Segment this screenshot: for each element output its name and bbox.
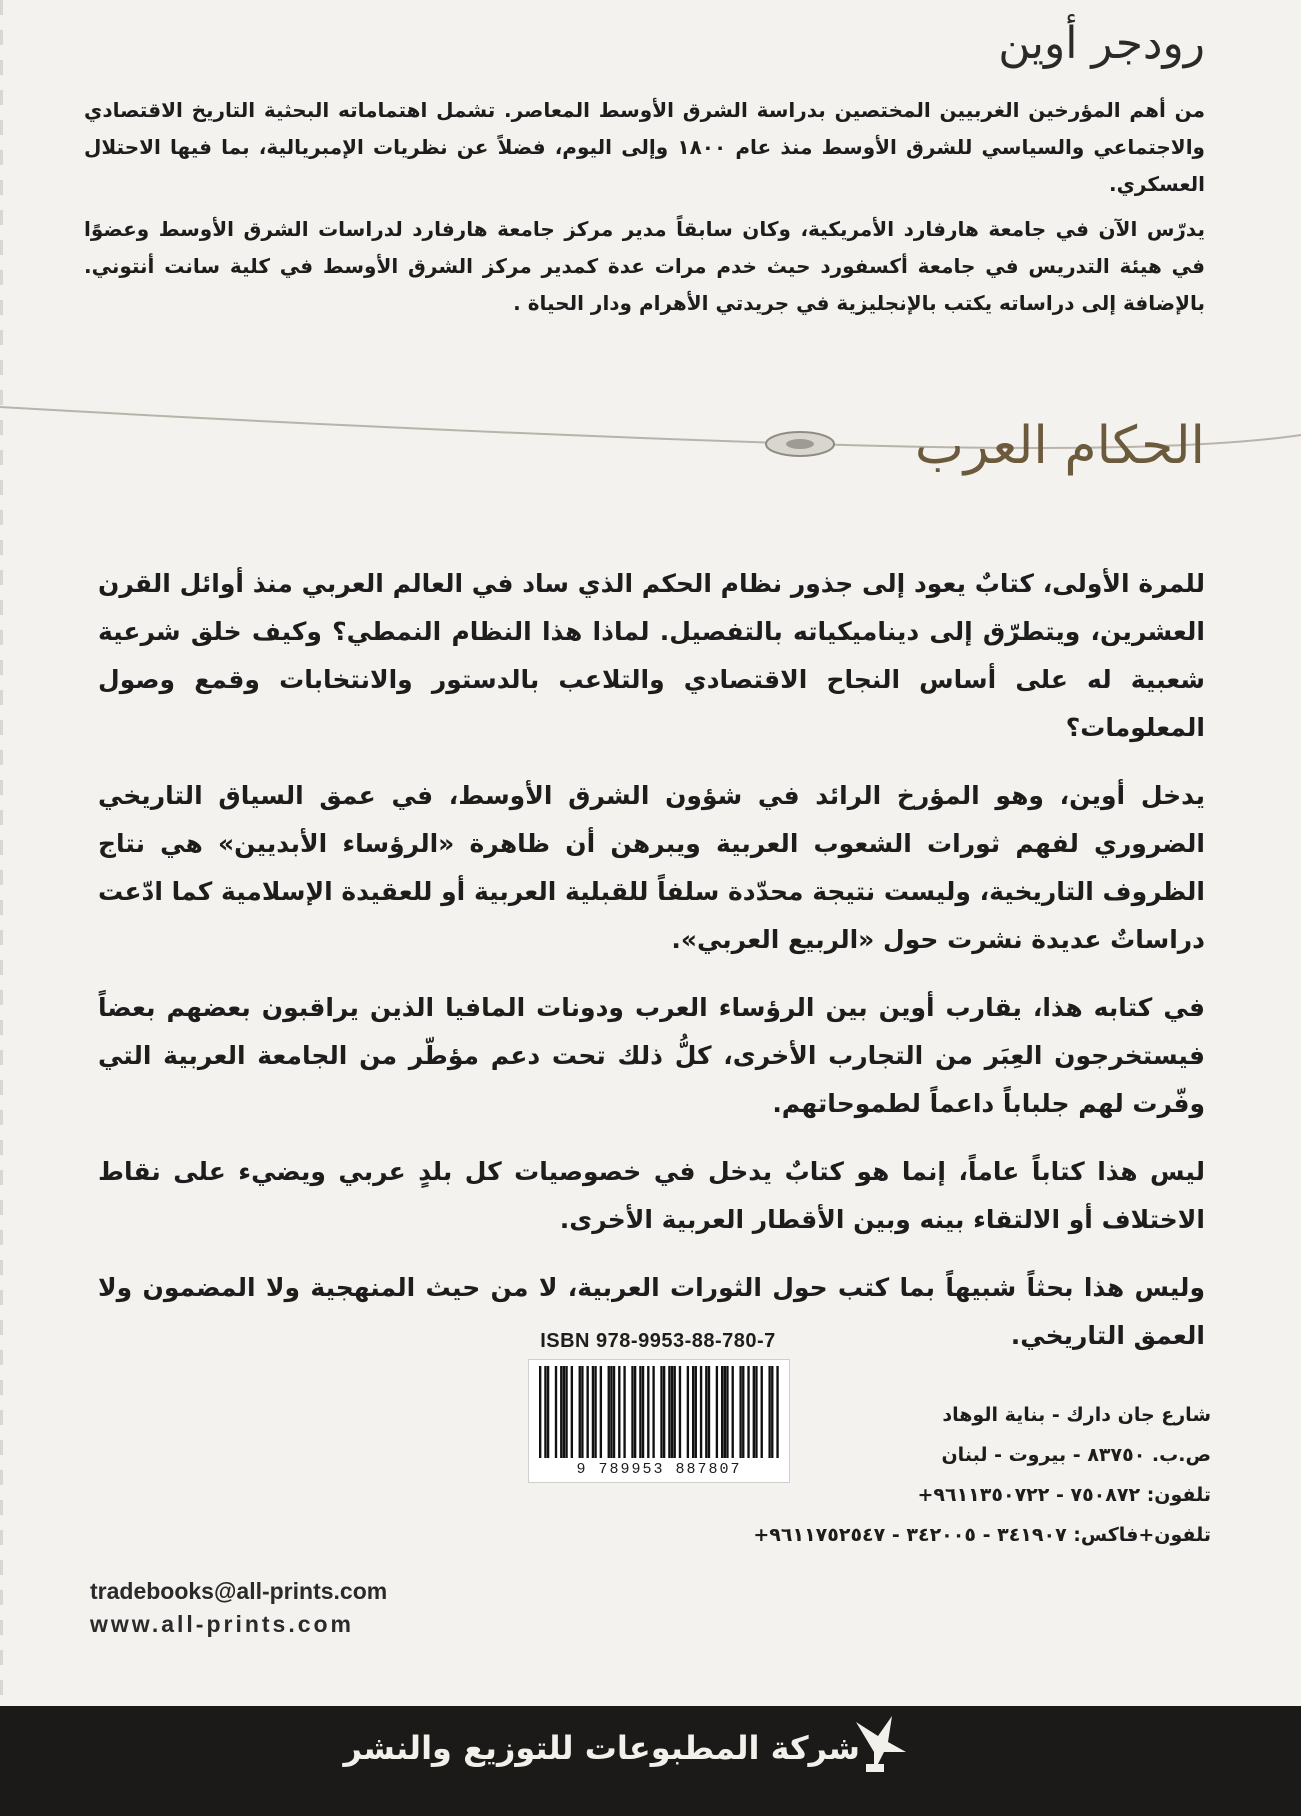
barcode-bar [679, 1366, 681, 1458]
isbn-label: ISBN 978-9953-88-780-7 [540, 1330, 776, 1352]
publisher-name: شركة المطبوعات للتوزيع والنشر [343, 1729, 860, 1767]
book-description [98, 560, 1205, 1380]
barcode-bar [618, 1366, 620, 1458]
barcode-bar [631, 1366, 633, 1458]
barcode-bar [692, 1366, 694, 1458]
barcode-bar [726, 1366, 728, 1458]
barcode-bar [586, 1366, 588, 1458]
barcode-bar [581, 1366, 583, 1458]
barcode-bar [613, 1366, 615, 1458]
bio-paragraph: من أهم المؤرخين الغربيين المختصين بدراسة الشرق الأوسط المعاصر. تشمل اهتماماته البحثية التاريخ الاقتصادي والاجتماعي والسياسي للشرق الأوسط منذ عام ١٨٠٠ وإلى اليوم، فضلاً عن نظريات الإمبريالية، بما فيها الاحتلال العسكري. [84, 98, 1205, 196]
phone-line: تلفون: ٧٥٠٨٧٢ - ٩٦١١٣٥٠٧٢٢+ [917, 1484, 1211, 1506]
barcode-bar [724, 1366, 726, 1458]
barcode-bar [608, 1366, 610, 1458]
email-link[interactable]: tradebooks@all-prints.com [90, 1578, 388, 1604]
description-paragraph: ليس هذا كتاباً عاماً، إنما هو كتابٌ يدخل في خصوصيات كل بلدٍ عربي ويضيء على نقاط الاختلاف أو الالتقاء بينه وبين الأقطار العربية الأخرى. [98, 1157, 1205, 1234]
barcode-bar [660, 1366, 662, 1458]
author-name: رودجر أوين [998, 18, 1205, 69]
barcode-bar [695, 1366, 697, 1458]
barcode-bar [579, 1366, 581, 1458]
phone-fax-line: تلفون+فاكس: ٣٤١٩٠٧ - ٣٤٢٠٠٥ - ٩٦١١٧٥٢٥٤٧+ [753, 1524, 1211, 1546]
description-paragraph: يدخل أوين، وهو المؤرخ الرائد في شؤون الشرق الأوسط، في عمق السياق التاريخي الضروري لفهم ثورات الشعوب العربية ويبرهن أن ظاهرة «الرؤساء الأبديين» هي نتاج الظروف التاريخية، وليست نتيجة محدّدة سلفاً للقبلية العربية أو للعقيدة الإسلامية كما ادّعت دراساتٌ عديدة نشرت حول «الربيع العربي». [98, 781, 1205, 954]
barcode-bar [705, 1366, 707, 1458]
author-bio [84, 92, 1205, 330]
barcode-bar [647, 1366, 649, 1458]
barcode-bar [652, 1366, 654, 1458]
barcode-bar [671, 1366, 673, 1458]
barcode-bar [739, 1366, 741, 1458]
description-paragraph: في كتابه هذا، يقارب أوين بين الرؤساء العرب ودونات المافيا الذين يراقبون بعضهم بعضاً فيستخرجون العِبَر من التجارب الأخرى، كلُّ ذلك تحت دعم مؤطّر من الجامعة العربية التي وفّرت لهم جلباباً داعماً لطموحاتهم. [98, 993, 1205, 1118]
barcode-bar [747, 1366, 749, 1458]
website-link[interactable]: www.all-prints.com [90, 1611, 355, 1637]
address-line: شارع جان دارك - بناية الوهاد [942, 1404, 1211, 1426]
barcode-bar [742, 1366, 744, 1458]
barcode-bar [623, 1366, 625, 1458]
barcode-bar [547, 1366, 549, 1458]
barcode-block [528, 1330, 788, 1510]
bird-logo-icon [852, 1712, 910, 1778]
barcode-bar [544, 1366, 546, 1458]
barcode-bar [592, 1366, 594, 1458]
barcode-bar [555, 1366, 557, 1458]
barcode-bar [610, 1366, 612, 1458]
book-title: الحكام العرب [914, 416, 1205, 476]
description-paragraph: وليس هذا بحثاً شبيهاً بما كتب حول الثورات العربية، لا من حيث المنهجية ولا المضمون ولا العمق التاريخي. [98, 1273, 1205, 1350]
barcode-bar [668, 1366, 670, 1458]
barcode-bar [571, 1366, 573, 1458]
barcode-bar [687, 1366, 689, 1458]
barcode-bars [539, 1366, 779, 1458]
barcode-bar [634, 1366, 636, 1458]
contact-links [90, 1575, 387, 1641]
barcode-bar [565, 1366, 567, 1458]
address-line: ص.ب. ٨٣٧٥٠ - بيروت - لبنان [941, 1444, 1211, 1466]
edge-dots [0, 0, 3, 1700]
barcode-bar [732, 1366, 734, 1458]
barcode-bar [594, 1366, 596, 1458]
barcode-bar [674, 1366, 676, 1458]
barcode-bar [721, 1366, 723, 1458]
barcode-bar [700, 1366, 702, 1458]
barcode-bar [708, 1366, 710, 1458]
barcode-bar [642, 1366, 644, 1458]
barcode-digits: 9 789953 887807 [576, 1461, 742, 1478]
description-paragraph: للمرة الأولى، كتابٌ يعود إلى جذور نظام الحكم الذي ساد في العالم العربي منذ أوائل القرن العشرين، ويتطرّق إلى ديناميكياته بالتفصيل. لماذا هذا النظام النمطي؟ وكيف خلق شرعية شعبية له على أساس النجاح الاقتصادي والتلاعب بالدستور والانتخابات وقمع وصول المعلومات؟ [98, 569, 1205, 742]
barcode-bar [563, 1366, 565, 1458]
publisher-address [751, 1395, 1211, 1555]
barcode-bar [600, 1366, 602, 1458]
bio-paragraph: يدرّس الآن في جامعة هارفارد الأمريكية، وكان سابقاً مدير مركز جامعة هارفارد لدراسات الشرق الأوسط وعضوًا في هيئة التدريس في جامعة أكسفورد حيث خدم مرات عدة كمدير مركز الشرق الأوسط في كلية سانت أنتوني. بالإضافة إلى دراساته يكتب بالإنجليزية في جريدتي الأهرام ودار الحياة . [84, 217, 1205, 315]
barcode-bar [639, 1366, 641, 1458]
barcode-bar [539, 1366, 541, 1458]
barcode-bar [560, 1366, 562, 1458]
barcode-bar [716, 1366, 718, 1458]
barcode-bar [663, 1366, 665, 1458]
